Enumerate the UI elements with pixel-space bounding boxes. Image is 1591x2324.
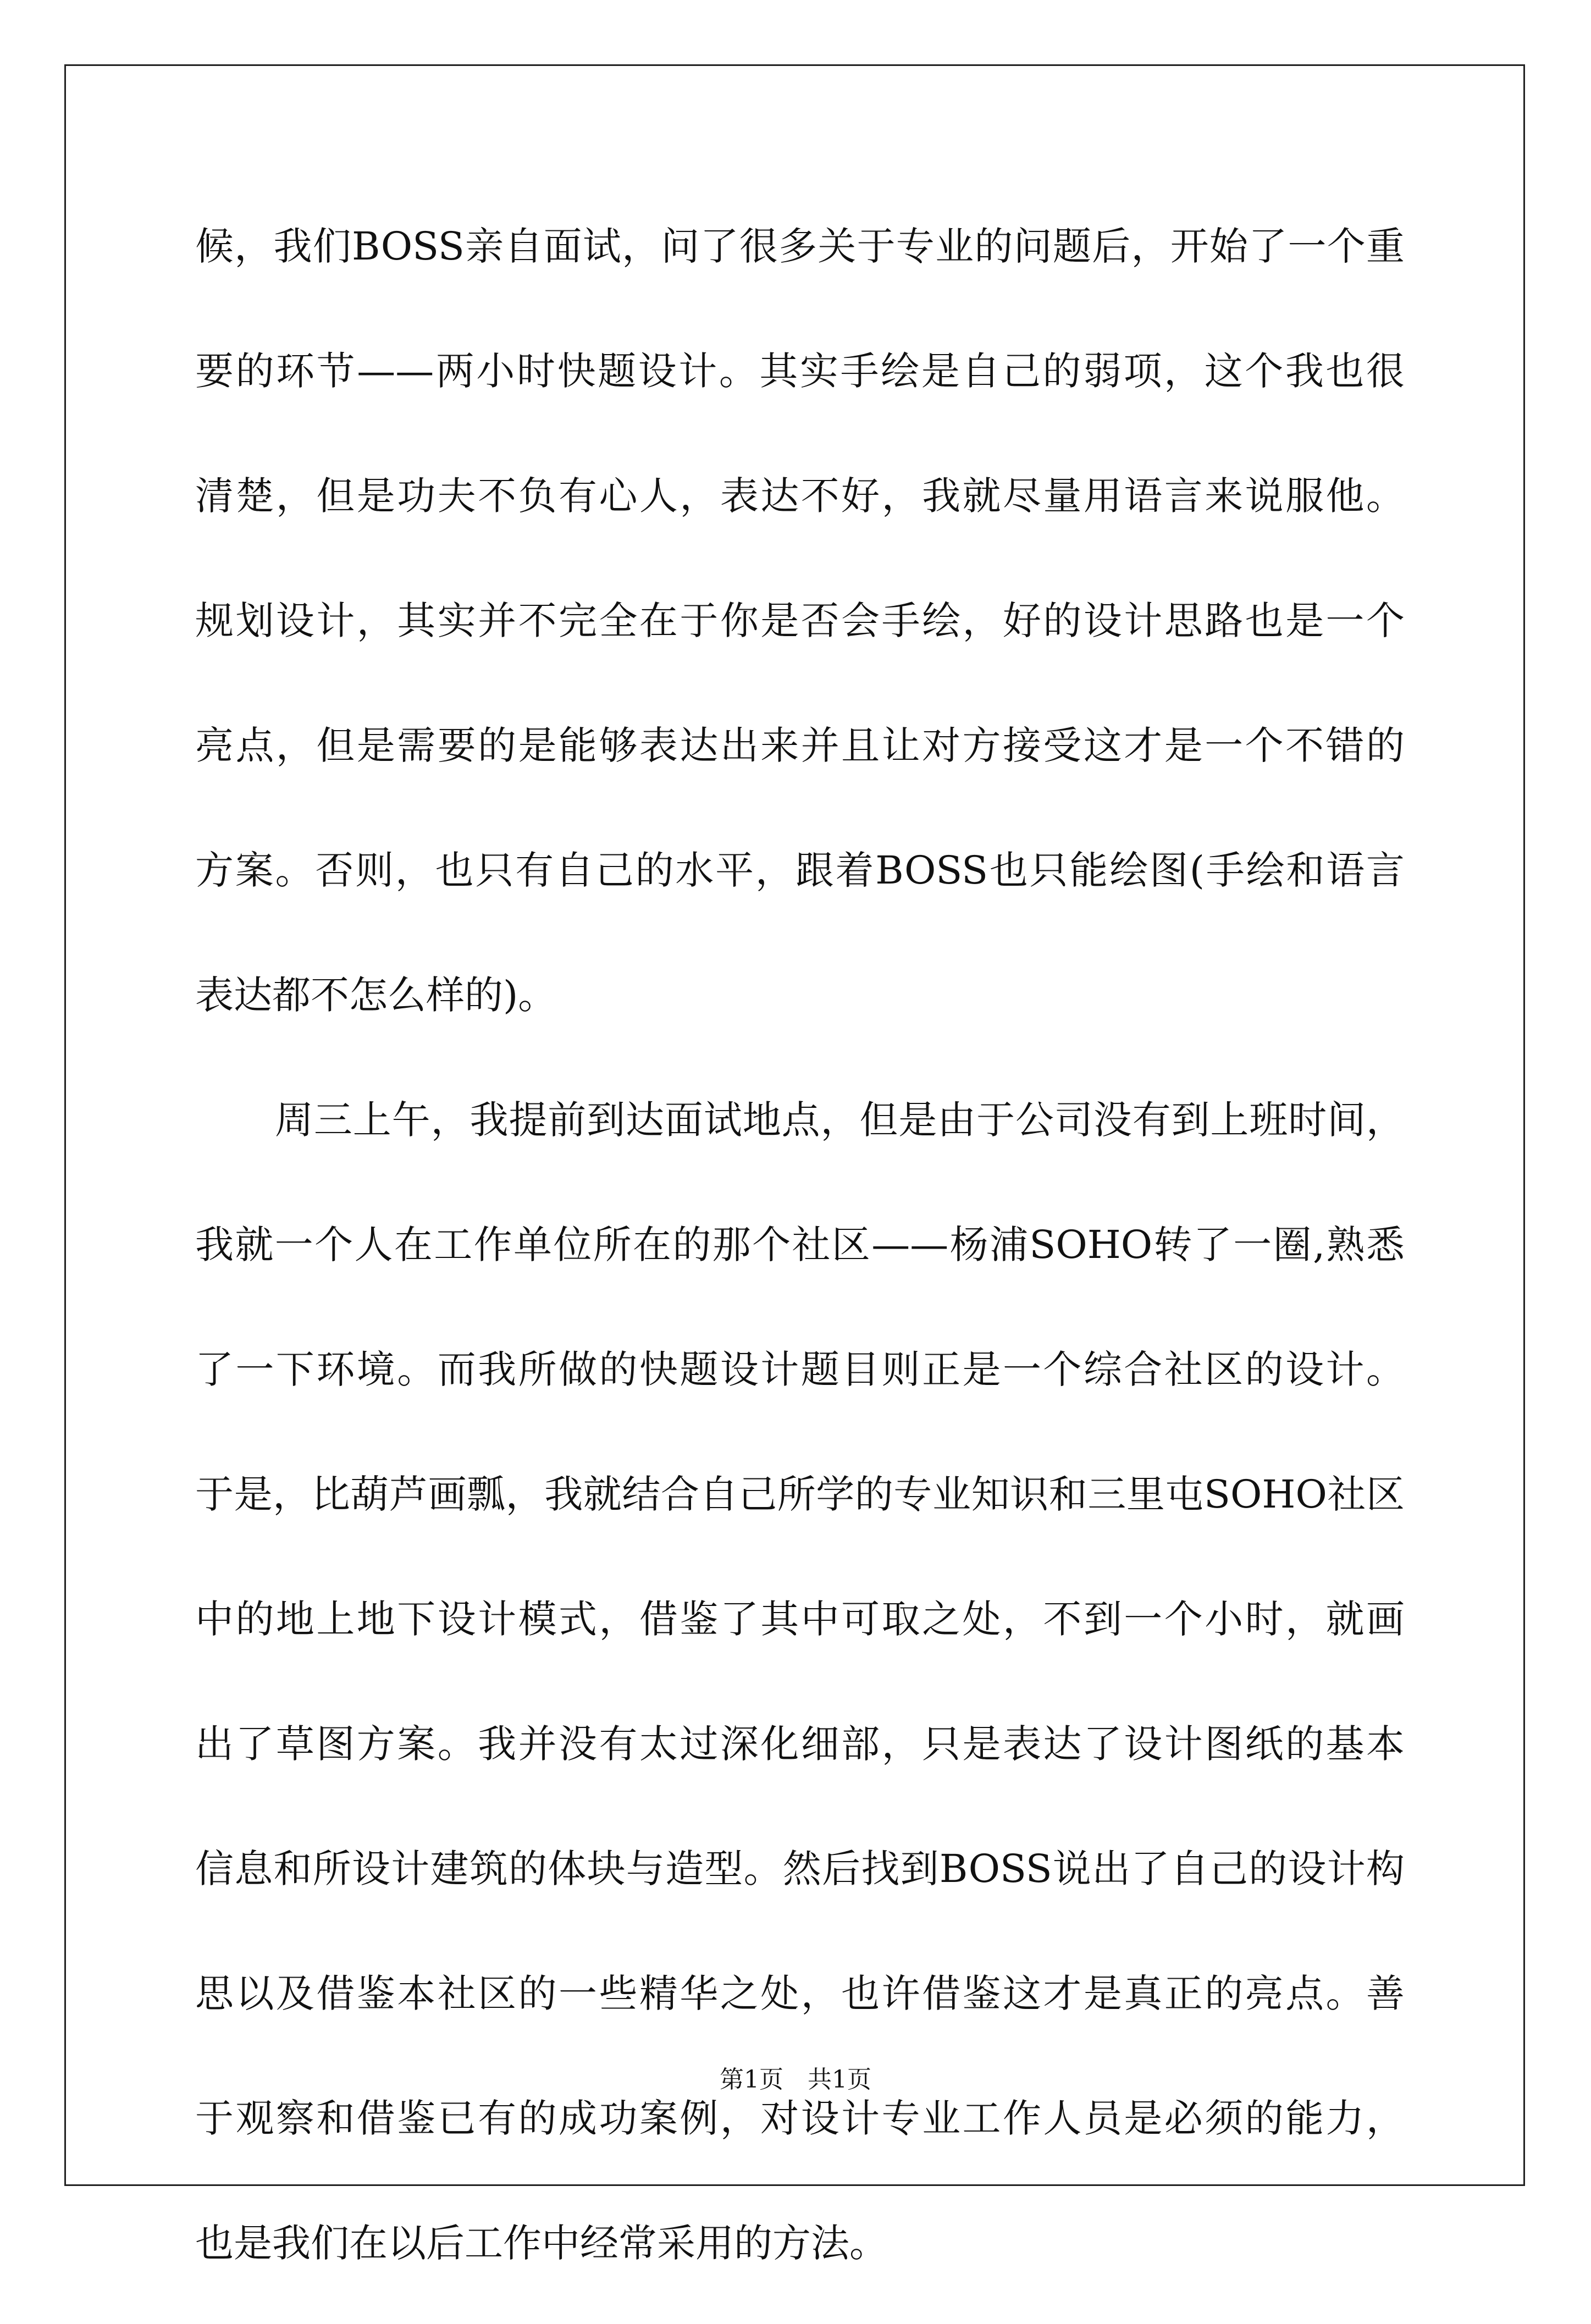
text-line: 规划设计，其实并不完全在于你是否会手绘，好的设计思路也是一个: [195, 598, 1405, 643]
text-line: 了一下环境。而我所做的快题设计题目则正是一个综合社区的设计。: [195, 1347, 1405, 1392]
text-line: 候，我们BOSS亲自面试，问了很多关于专业的问题后，开始了一个重: [195, 224, 1405, 269]
text-line: 出了草图方案。我并没有太过深化细部，只是表达了设计图纸的基本: [195, 1721, 1405, 1767]
text-line: 思以及借鉴本社区的一些精华之处，也许借鉴这才是真正的亮点。善: [195, 1971, 1405, 2016]
text-line: 表达都不怎么样的)。: [195, 973, 557, 1018]
text-line: 中的地上地下设计模式，借鉴了其中可取之处，不到一个小时，就画: [195, 1597, 1405, 1642]
text-line: 于是，比葫芦画瓢，我就结合自己所学的专业知识和三里屯SOHO社区: [195, 1472, 1405, 1517]
text-line: 也是我们在以后工作中经常采用的方法。: [195, 2221, 888, 2266]
document-body: [195, 202, 1405, 2324]
text-line: 方案。否则，也只有自己的水平，跟着BOSS也只能绘图(手绘和语言: [195, 848, 1405, 893]
text-line: 信息和所设计建筑的体块与造型。然后找到BOSS说出了自己的设计构: [195, 1846, 1405, 1891]
text-line: 清楚，但是功夫不负有心人，表达不好，我就尽量用语言来说服他。: [195, 473, 1405, 518]
page-number: 第1页 共1页: [720, 2066, 871, 2094]
text-line: 于观察和借鉴已有的成功案例，对设计专业工作人员是必须的能力，: [195, 2096, 1405, 2141]
text-line: 亮点，但是需要的是能够表达出来并且让对方接受这才是一个不错的: [195, 723, 1405, 768]
text-line: 要的环节——两小时快题设计。其实手绘是自己的弱项，这个我也很: [195, 349, 1405, 394]
text-line: 我就一个人在工作单位所在的那个社区——杨浦SOHO转了一圈,熟悉: [195, 1222, 1405, 1267]
text-line: 周三上午，我提前到达面试地点，但是由于公司没有到上班时间，: [275, 1097, 1405, 1142]
